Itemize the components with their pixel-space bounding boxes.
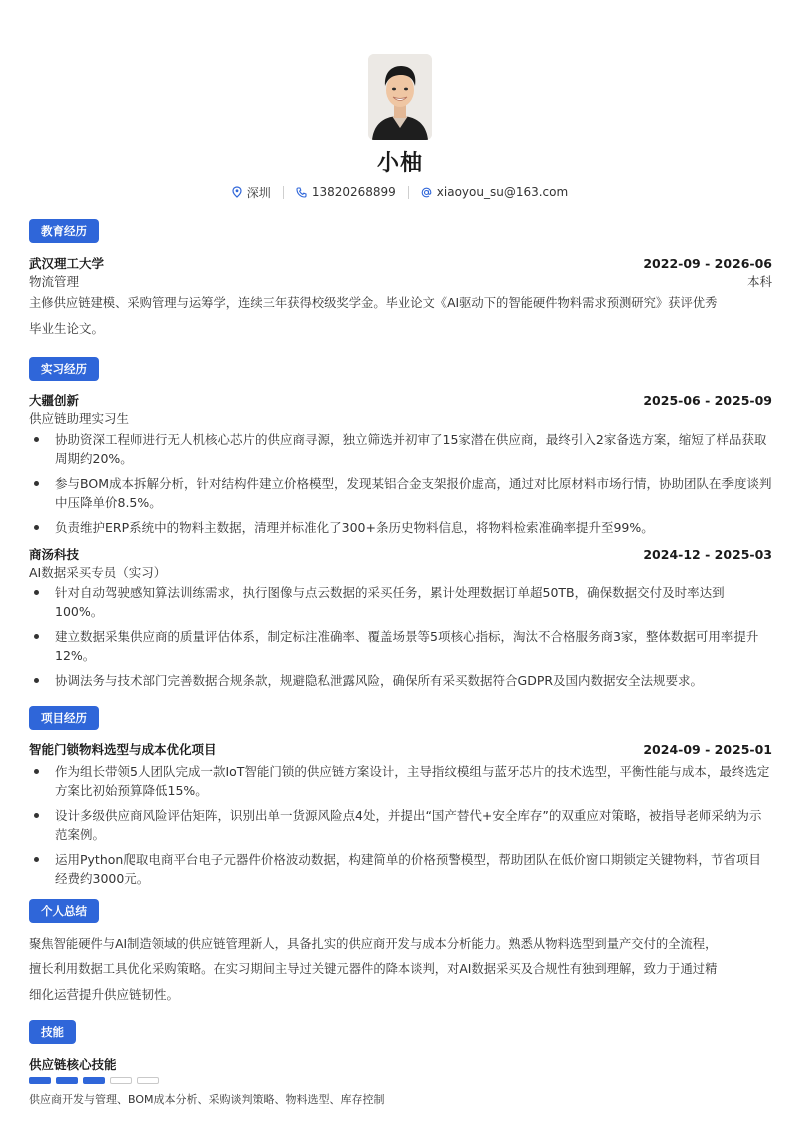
project-dates: 2024-09 - 2025-01 — [643, 742, 772, 757]
section-title-internships: 实习经历 — [29, 357, 99, 381]
person-avatar-icon — [368, 54, 432, 140]
location-icon — [232, 186, 242, 198]
summary-text — [29, 932, 772, 1007]
contact-divider — [408, 186, 409, 199]
education-description-line: 毕业生论文。 — [29, 321, 105, 336]
candidate-name: 小柚 — [376, 151, 423, 176]
skill-level-bar — [29, 1077, 159, 1084]
internship-role-row — [29, 563, 772, 581]
internship-header-row — [29, 391, 772, 409]
internship-dates: 2025-06 - 2025-09 — [643, 393, 772, 408]
education-header-row — [29, 254, 772, 272]
skill-level-segment-empty — [137, 1077, 159, 1084]
education-dates: 2022-09 - 2026-06 — [643, 256, 772, 271]
internship-bullets — [29, 430, 772, 543]
section-title-summary: 个人总结 — [29, 899, 99, 923]
education-description-line: 主修供应链建模、采购管理与运筹学，连续三年获得校级奖学金。毕业论文《AI驱动下的智能硬件物料需求预测研究》获评优秀 — [29, 296, 718, 310]
contact-phone-text[interactable]: 13820268899 — [311, 185, 396, 199]
list-item: 设计多级供应商风险评估矩阵，识别出单一货源风险点4处，并提出“国产替代+安全库存”的双重应对策略，被指导老师采纳为示范案例。 — [29, 806, 772, 844]
list-item: 运用Python爬取电商平台电子元器件价格波动数据，构建简单的价格预警模型，帮助团队在低价窗口期锁定关键物料，节省项目经费约3000元。 — [29, 850, 772, 888]
summary-line: 擅长利用数据工具优化采购策略。在实习期间主导过关键元器件的降本谈判，对AI数据采买及合规性有独到理解，致力于通过精 — [29, 962, 718, 976]
contact-phone — [296, 185, 396, 199]
education-degree: 本科 — [746, 274, 772, 289]
project-bullets — [29, 762, 772, 894]
contact-email-text[interactable]: xiaoyou_su@163.com — [436, 185, 569, 199]
internship-company: 商汤科技 — [29, 547, 80, 562]
list-item: 协调法务与技术部门完善数据合规条款，规避隐私泄露风险，确保所有采买数据符合GDPR及国内数据安全法规要求。 — [29, 671, 772, 690]
list-item: 作为组长带领5人团队完成一款IoT智能门锁的供应链方案设计，主导指纹模组与蓝牙芯片的技术选型，平衡性能与成本，最终选定方案比初始预算降低15%。 — [29, 762, 772, 800]
internship-role: 供应链助理实习生 — [29, 411, 130, 426]
skill-level-segment-filled — [29, 1077, 51, 1084]
summary-line: 细化运营提升供应链韧性。 — [29, 987, 180, 1002]
contact-location-text: 深圳 — [246, 185, 271, 200]
contact-divider — [283, 186, 284, 199]
list-item: 建立数据采集供应商的质量评估体系，制定标注准确率、覆盖场景等5项核心指标，淘汰不合格服务商3家，整体数据可用率提升12%。 — [29, 627, 772, 665]
list-item: 针对自动驾驶感知算法训练需求，执行图像与点云数据的采买任务，累计处理数据订单超50TB，确保数据交付及时率达到100%。 — [29, 583, 772, 621]
internship-dates: 2024-12 - 2025-03 — [643, 547, 772, 562]
education-sub-row — [29, 272, 772, 290]
project-name: 智能门锁物料选型与成本优化项目 — [29, 742, 217, 757]
skill-group-row — [29, 1055, 772, 1073]
phone-icon — [296, 187, 307, 198]
skill-items: 供应商开发与管理、BOM成本分析、采购谈判策略、物料选型、库存控制 — [29, 1093, 385, 1106]
summary-line: 聚焦智能硬件与AI制造领域的供应链管理新人，具备扎实的供应商开发与成本分析能力。熟悉从物料选型到量产交付的全流程， — [29, 937, 718, 951]
school-name: 武汉理工大学 — [29, 256, 105, 271]
list-item: 协助资深工程师进行无人机核心芯片的供应商寻源，独立筛选并初审了15家潜在供应商，最终引入2家备选方案，缩短了样品获取周期约20%。 — [29, 430, 772, 468]
contact-location — [232, 184, 271, 201]
list-item: 负责维护ERP系统中的物料主数据，清理并标准化了300+条历史物料信息，将物料检索准确率提升至99%。 — [29, 518, 772, 537]
contact-bar — [0, 182, 800, 202]
internship-role: AI数据采买专员（实习） — [29, 565, 167, 580]
skill-group-title: 供应链核心技能 — [29, 1057, 117, 1072]
section-title-skills: 技能 — [29, 1020, 76, 1044]
project-header-row — [29, 740, 772, 758]
internship-bullets — [29, 583, 772, 696]
skill-items-row — [29, 1091, 772, 1107]
section-title-education: 教育经历 — [29, 219, 99, 243]
education-description — [29, 291, 772, 341]
contact-email — [421, 185, 568, 199]
internship-company: 大疆创新 — [29, 393, 80, 408]
internship-header-row — [29, 545, 772, 563]
email-icon — [421, 187, 432, 198]
section-title-projects: 项目经历 — [29, 706, 99, 730]
skill-level-segment-empty — [110, 1077, 132, 1084]
profile-photo — [368, 54, 432, 140]
skill-level-segment-filled — [83, 1077, 105, 1084]
internship-role-row — [29, 409, 772, 427]
education-major: 物流管理 — [29, 274, 80, 289]
list-item: 参与BOM成本拆解分析，针对结构件建立价格模型，发现某铝合金支架报价虚高，通过对比原材料市场行情，协助团队在季度谈判中压降单价8.5%。 — [29, 474, 772, 512]
skill-level-segment-filled — [56, 1077, 78, 1084]
